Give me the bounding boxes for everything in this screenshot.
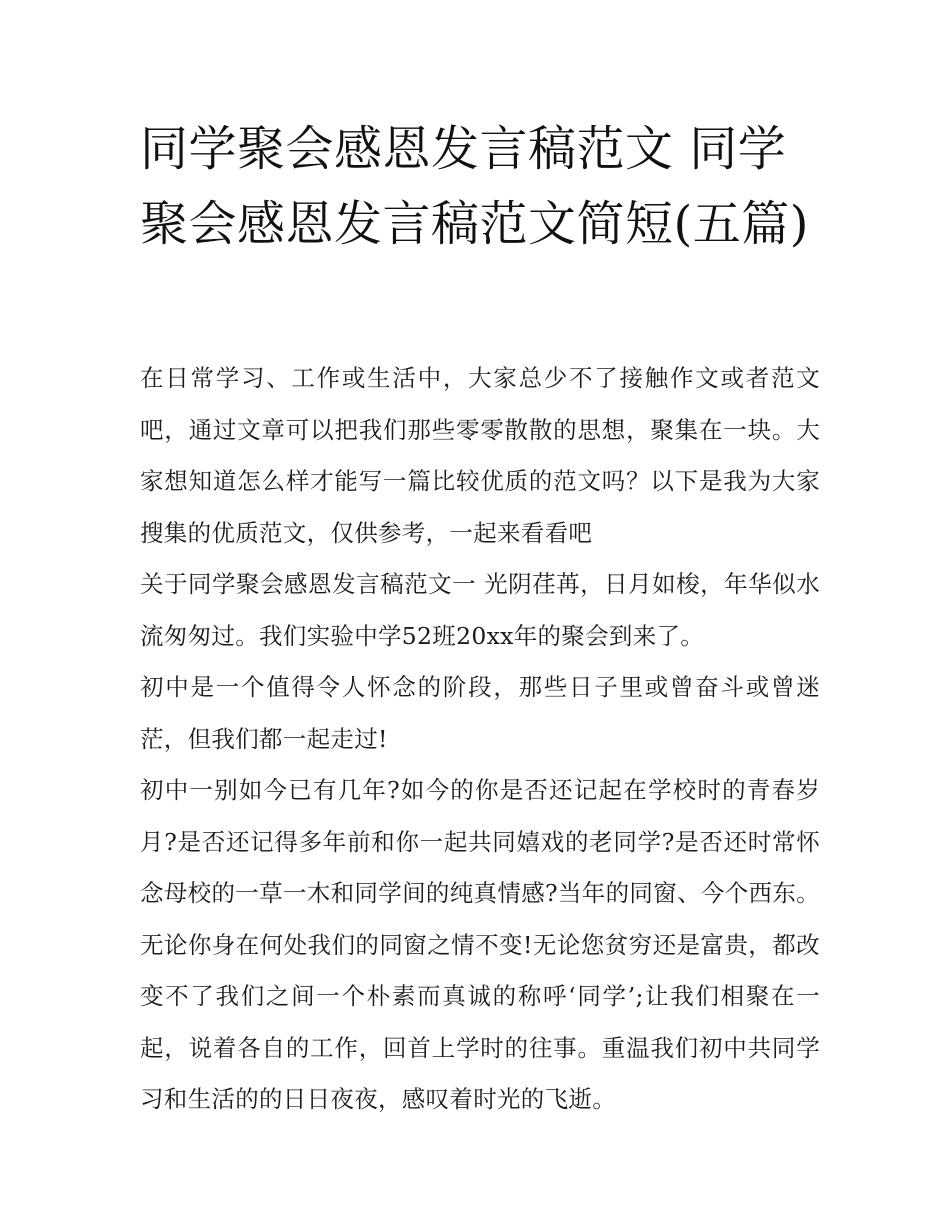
document-title: 同学聚会感恩发言稿范文 同学聚会感恩发言稿范文简短(五篇) bbox=[140, 121, 809, 252]
paragraph-3: 初中一别如今已有几年?如今的你是否还记起在学校时的青春岁月?是否还记得多年前和你一起共同嬉戏的老同学?是否还时常怀念母校的一草一木和同学间的纯真情感?当年的同窗、今个西东。无论你身在何处我们的同窗之情不变!无论您贫穷还是富贵，都改变不了我们之间一个朴素而真诚的称呼‘同学’;让我们相聚在一起，说着各自的工作，回首上学时的往事。重温我们初中共同学习和生活的的日日夜夜，感叹着时光的飞逝。 bbox=[140, 776, 820, 1113]
paragraph-intro: 在日常学习、工作或生活中，大家总少不了接触作文或者范文吧，通过文章可以把我们那些零零散散的思想，聚集在一块。大家想知道怎么样才能写一篇比较优质的范文吗？以下是我为大家搜集的优质范文，仅供参考，一起来看看吧 bbox=[140, 364, 820, 547]
document-body bbox=[140, 353, 820, 1126]
paragraph-1: 关于同学聚会感恩发言稿范文一 光阴荏苒，日月如梭，年华似水流匆匆过。我们实验中学52班20xx年的聚会到来了。 bbox=[140, 570, 820, 650]
paragraph-2: 初中是一个值得令人怀念的阶段，那些日子里或曾奋斗或曾迷茫，但我们都一起走过! bbox=[140, 673, 820, 753]
